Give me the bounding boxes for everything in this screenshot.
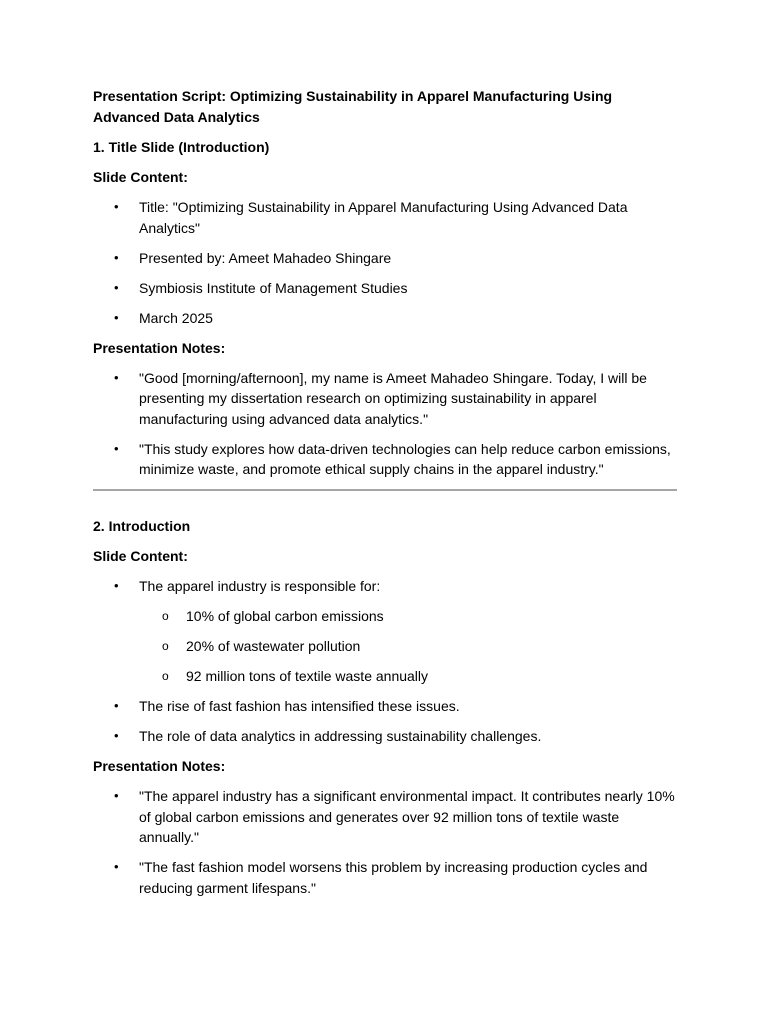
list-item-text: Title: "Optimizing Sustainability in Apparel Manufacturing Using Advanced Data Analytics" [139, 199, 628, 236]
list-item-text: The apparel industry is responsible for: [139, 578, 381, 594]
list-item [93, 278, 677, 299]
section-heading: 1. Title Slide (Introduction) [93, 139, 270, 155]
presentation-notes-list [93, 786, 677, 898]
bullet-icon: • [114, 440, 119, 456]
list-item [93, 248, 677, 269]
list-item [93, 696, 677, 717]
sub-list-item [139, 606, 677, 627]
sub-bullet-icon: o [162, 669, 169, 683]
sub-list-item-text: 92 million tons of textile waste annually [186, 668, 429, 684]
list-item [93, 197, 677, 238]
bullet-icon: • [114, 279, 119, 295]
document-title: Presentation Script: Optimizing Sustainability in Apparel Manufacturing Using Advanced Data Analytics [93, 88, 613, 125]
presentation-notes-label: Presentation Notes: [93, 339, 226, 356]
list-item [93, 439, 677, 480]
list-item-text: The rise of fast fashion has intensified these issues. [139, 698, 460, 714]
slide-content-label: Slide Content: [93, 169, 188, 185]
bullet-icon: • [114, 309, 119, 325]
sub-list-item [139, 666, 677, 687]
list-item-text: "The fast fashion model worsens this problem by increasing production cycles and reducing garment lifespans." [139, 859, 648, 896]
sub-list [139, 606, 677, 687]
bullet-icon: • [114, 578, 119, 593]
list-item [93, 308, 677, 329]
sub-bullet-icon: o [162, 609, 169, 623]
list-item-text: "Good [morning/afternoon], my name is Ameet Mahadeo Shingare. Today, I will be presenting my dissertation research on optimizing sustainability in apparel manufacturing using advanced data analytics." [139, 369, 647, 427]
list-item-text: The role of data analytics in addressing sustainability challenges. [139, 728, 542, 744]
list-item [93, 857, 677, 898]
slide-content-list [93, 576, 677, 747]
list-item-text: Presented by: Ameet Mahadeo Shingare [139, 249, 392, 266]
bullet-icon: • [114, 369, 119, 385]
presentation-notes-label: Presentation Notes: [93, 758, 226, 774]
bullet-icon: • [114, 249, 119, 265]
document-body [93, 86, 677, 908]
list-item-text: March 2025 [139, 309, 213, 326]
list-item [93, 368, 677, 430]
section-heading: 2. Introduction [93, 518, 191, 534]
list-item [93, 576, 677, 687]
sub-bullet-icon: o [162, 639, 169, 653]
list-item-text: Symbiosis Institute of Management Studies [139, 279, 408, 296]
sub-list-item-text: 10% of global carbon emissions [186, 608, 384, 624]
list-item [93, 786, 677, 848]
section-divider [93, 489, 677, 491]
list-item-text: "The apparel industry has a significant environmental impact. It contributes nearly 10% of global carbon emissions and generates over 92 million tons of textile waste annually." [139, 788, 675, 845]
slide-content-list [93, 197, 677, 328]
bullet-icon: • [114, 728, 119, 743]
list-item-text: "This study explores how data-driven technologies can help reduce carbon emissions, minimize waste, and promote ethical supply chains in the apparel industry." [139, 440, 671, 477]
bullet-icon: • [114, 199, 119, 214]
sub-list-item [139, 636, 677, 657]
bullet-icon: • [114, 698, 119, 713]
list-item [93, 726, 677, 747]
presentation-notes-list [93, 368, 677, 480]
bullet-icon: • [114, 788, 119, 803]
slide-content-label: Slide Content: [93, 548, 188, 564]
bullet-icon: • [114, 859, 119, 874]
sub-list-item-text: 20% of wastewater pollution [186, 638, 361, 654]
